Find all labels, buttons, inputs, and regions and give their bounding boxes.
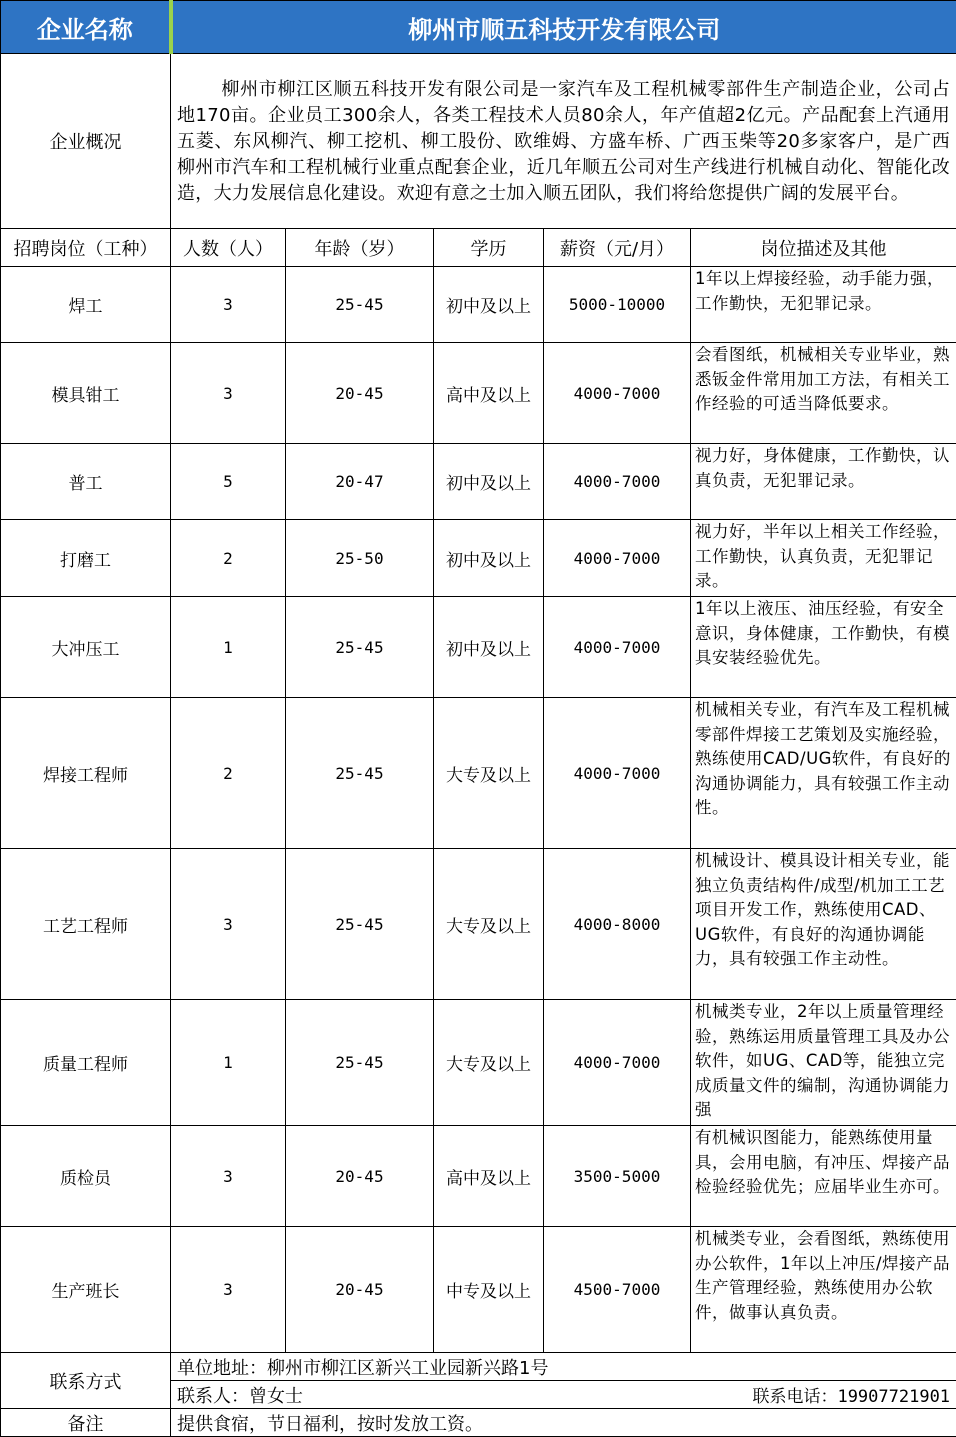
company-name: 柳州市顺五科技开发有限公司	[171, 1, 956, 54]
table-row	[1, 1000, 956, 1126]
job-position: 焊接工程师	[1, 698, 171, 849]
job-description: 视力好，身体健康，工作勤快，认真负责，无犯罪记录。	[691, 444, 956, 520]
job-education: 初中及以上	[434, 267, 544, 343]
job-age: 25-45	[286, 597, 434, 698]
job-description: 会看图纸，机械相关专业毕业，熟悉钣金件常用加工方法，有相关工作经验的可适当降低要求。	[691, 343, 956, 444]
contact-address: 单位地址：柳州市柳江区新兴工业园新兴路1号	[171, 1353, 956, 1381]
job-position: 模具钳工	[1, 343, 171, 444]
job-age: 25-45	[286, 849, 434, 1000]
job-age: 25-45	[286, 1000, 434, 1126]
job-age: 20-45	[286, 1126, 434, 1227]
job-description: 机械类专业，会看图纸，熟练使用办公软件，1年以上冲压/焊接产品生产管理经验，熟练使用办公软件，做事认真负责。	[691, 1227, 956, 1353]
job-education: 初中及以上	[434, 520, 544, 597]
job-salary: 4000-8000	[544, 849, 691, 1000]
job-salary: 4000-7000	[544, 444, 691, 520]
company-name-label: 企业名称	[1, 1, 171, 54]
job-age: 20-45	[286, 343, 434, 444]
job-age: 20-45	[286, 1227, 434, 1353]
job-position: 质检员	[1, 1126, 171, 1227]
job-age: 25-45	[286, 698, 434, 849]
col-header-position: 招聘岗位（工种）	[1, 229, 171, 267]
job-position: 焊工	[1, 267, 171, 343]
col-header-age: 年龄（岁）	[286, 229, 434, 267]
col-header-salary: 薪资（元/月）	[544, 229, 691, 267]
job-education: 初中及以上	[434, 444, 544, 520]
table-row	[1, 343, 956, 444]
job-description: 机械类专业，2年以上质量管理经验，熟练运用质量管理工具及办公软件，如UG、CAD等，能独立完成质量文件的编制，沟通协调能力强	[691, 1000, 956, 1126]
job-count: 1	[171, 597, 286, 698]
header-row	[1, 1, 956, 54]
overview-row	[1, 54, 956, 229]
job-count: 5	[171, 444, 286, 520]
job-count: 2	[171, 698, 286, 849]
job-count: 3	[171, 343, 286, 444]
job-count: 3	[171, 849, 286, 1000]
remarks-label: 备注	[1, 1409, 171, 1437]
job-position: 生产班长	[1, 1227, 171, 1353]
job-position: 质量工程师	[1, 1000, 171, 1126]
job-description: 1年以上焊接经验，动手能力强，工作勤快，无犯罪记录。	[691, 267, 956, 343]
job-education: 高中及以上	[434, 1126, 544, 1227]
job-position: 工艺工程师	[1, 849, 171, 1000]
job-count: 3	[171, 1227, 286, 1353]
table-row	[1, 597, 956, 698]
job-count: 2	[171, 520, 286, 597]
job-education: 大专及以上	[434, 1000, 544, 1126]
col-header-education: 学历	[434, 229, 544, 267]
job-position: 大冲压工	[1, 597, 171, 698]
job-salary: 4000-7000	[544, 343, 691, 444]
table-row	[1, 849, 956, 1000]
overview-cell	[171, 54, 956, 229]
job-salary: 4000-7000	[544, 1000, 691, 1126]
col-header-description: 岗位描述及其他	[691, 229, 956, 267]
job-count: 3	[171, 267, 286, 343]
table-row	[1, 520, 956, 597]
job-count: 1	[171, 1000, 286, 1126]
table-row	[1, 444, 956, 520]
job-salary: 4000-7000	[544, 597, 691, 698]
table-row	[1, 698, 956, 849]
job-description: 1年以上液压、油压经验，有安全意识，身体健康，工作勤快，有模具安装经验优先。	[691, 597, 956, 698]
job-age: 20-47	[286, 444, 434, 520]
job-count: 3	[171, 1126, 286, 1227]
job-description: 机械设计、模具设计相关专业，能独立负责结构件/成型/机加工工艺项目开发工作，熟练使用CAD、UG软件，有良好的沟通协调能力，具有较强工作主动性。	[691, 849, 956, 1000]
job-age: 25-50	[286, 520, 434, 597]
job-education: 高中及以上	[434, 343, 544, 444]
job-salary: 4000-7000	[544, 520, 691, 597]
col-header-count: 人数（人）	[171, 229, 286, 267]
job-education: 大专及以上	[434, 698, 544, 849]
job-education: 中专及以上	[434, 1227, 544, 1353]
job-position: 普工	[1, 444, 171, 520]
job-salary: 3500-5000	[544, 1126, 691, 1227]
job-salary: 4500-7000	[544, 1227, 691, 1353]
remarks-row	[1, 1409, 956, 1437]
column-header-row	[1, 229, 956, 267]
job-description: 视力好，半年以上相关工作经验，工作勤快，认真负责，无犯罪记录。	[691, 520, 956, 597]
job-education: 大专及以上	[434, 849, 544, 1000]
job-description: 机械相关专业，有汽车及工程机械零部件焊接工艺策划及实施经验，熟练使用CAD/UG软件，有良好的沟通协调能力，具有较强工作主动性。	[691, 698, 956, 849]
job-description: 有机械识图能力，能熟练使用量具，会用电脑，有冲压、焊接产品检验经验优先；应届毕业生亦可。	[691, 1126, 956, 1227]
table-row	[1, 1126, 956, 1227]
contact-label: 联系方式	[1, 1353, 171, 1409]
table-row	[1, 267, 956, 343]
job-age: 25-45	[286, 267, 434, 343]
contact-person-cell	[171, 1381, 956, 1409]
job-salary: 5000-10000	[544, 267, 691, 343]
table-row	[1, 1227, 956, 1353]
remarks-text: 提供食宿，节日福利，按时发放工资。	[171, 1409, 956, 1437]
job-education: 初中及以上	[434, 597, 544, 698]
contact-person: 联系人：曾女士	[177, 1382, 303, 1408]
job-salary: 4000-7000	[544, 698, 691, 849]
overview-text: 柳州市柳江区顺五科技开发有限公司是一家汽车及工程机械零部件生产制造企业，公司占地170亩。企业员工300余人，各类工程技术人员80余人，年产值超2亿元。产品配套上汽通用五菱、东风柳汽、柳工挖机、柳工股份、欧维姆、方盛车桥、广西玉柴等20多家客户，是广西柳州市汽车和工程机械行业重点配套企业，近几年顺五公司对生产线进行机械自动化、智能化改造，大力发展信息化建设。欢迎有意之士加入顺五团队，我们将给您提供广阔的发展平台。	[177, 79, 950, 204]
contact-phone: 联系电话：19907721901	[752, 1382, 950, 1408]
overview-label: 企业概况	[1, 54, 171, 229]
job-position: 打磨工	[1, 520, 171, 597]
contact-row	[1, 1353, 956, 1381]
